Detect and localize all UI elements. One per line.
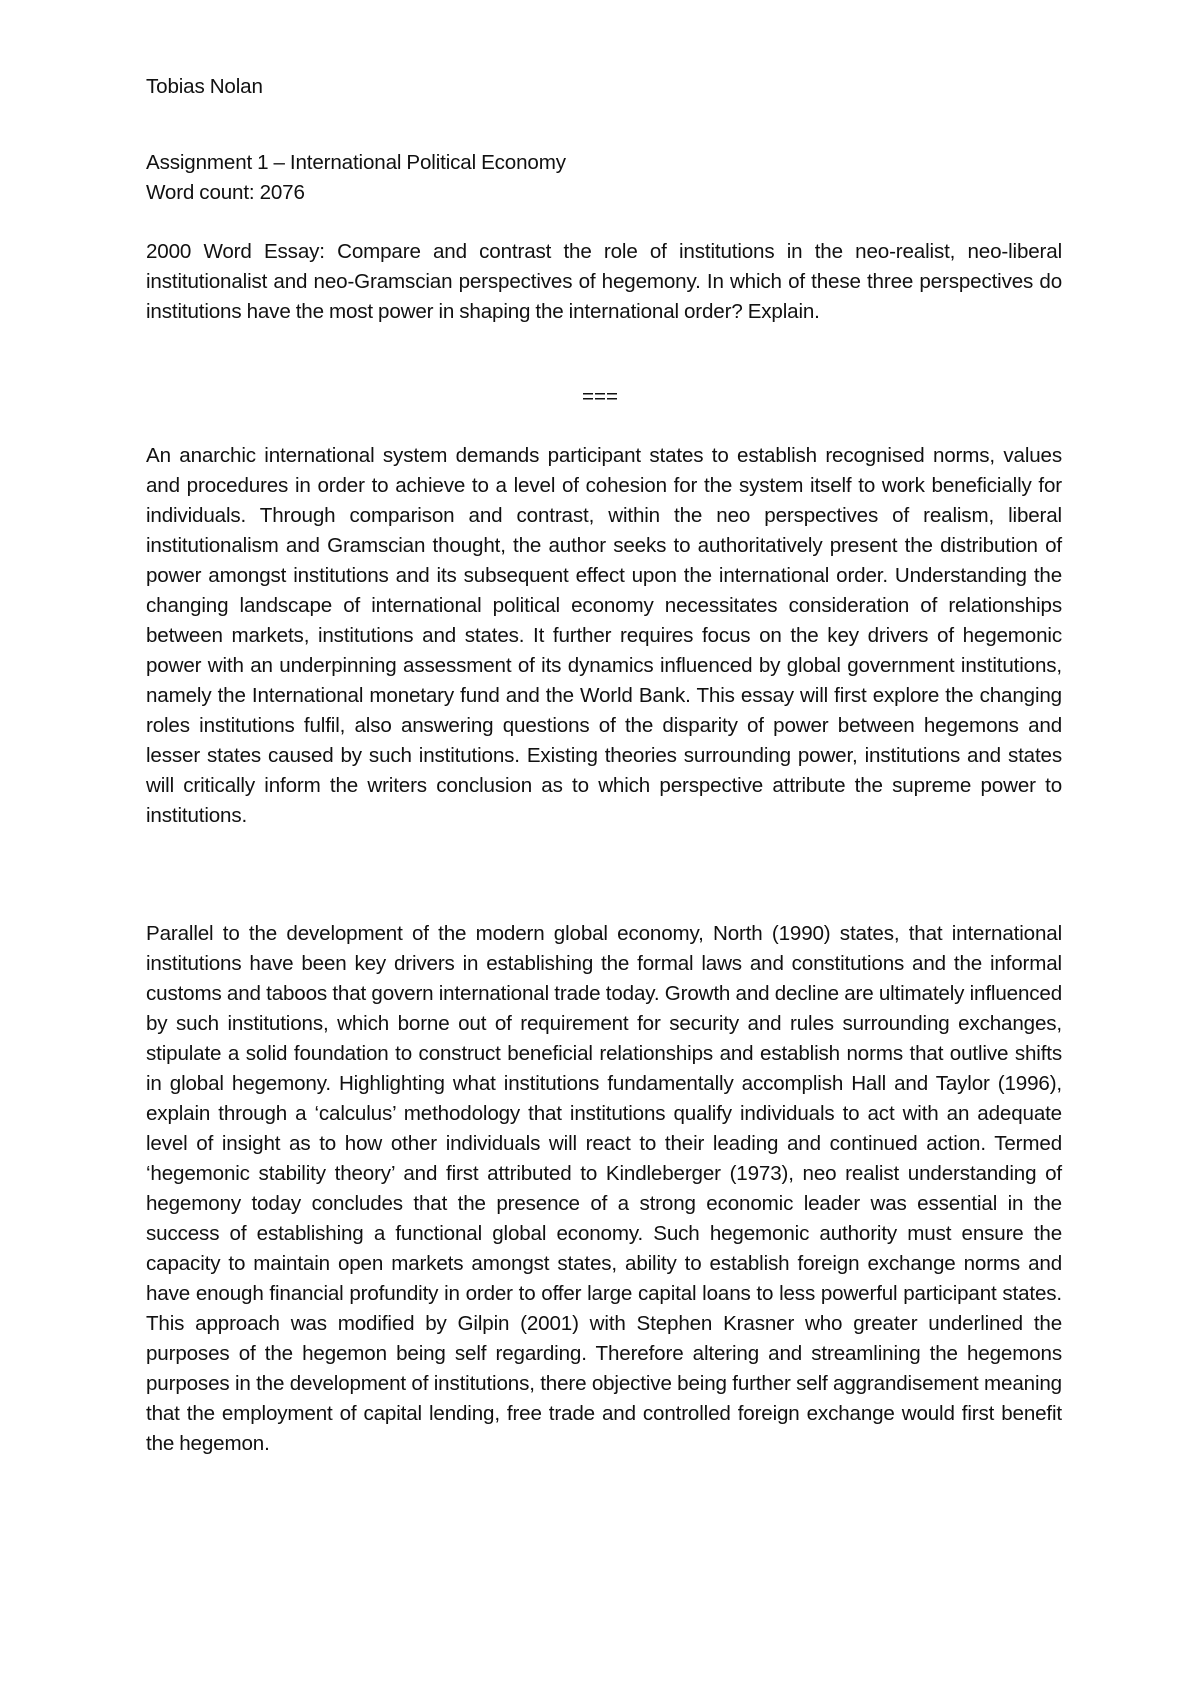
assignment-title: Assignment 1 – International Political Economy (146, 151, 566, 174)
essay-paragraph-introduction: An anarchic international system demands participant states to establish recognised norms, values and procedures in order to achieve to a level of cohesion for the system itself to work beneficially for individuals. Through comparison and contrast, within the neo perspectives of realism, liberal institutionalism and Gramscian thought, the author seeks to authoritatively present the distribution of power amongst institutions and its subsequent effect upon the international order. Understanding the changing landscape of international political economy necessitates consideration of relationships between markets, institutions and states. It further requires focus on the key drivers of hegemonic power with an underpinning assessment of its dynamics influenced by global government institutions, namely the International monetary fund and the World Bank. This essay will first explore the changing roles institutions fulfil, also answering questions of the disparity of power between hegemons and lesser states caused by such institutions. Existing theories surrounding power, institutions and states will critically inform the writers conclusion as to which perspective attribute the supreme power to institutions. (146, 444, 1062, 827)
author-name: Tobias Nolan (146, 75, 263, 98)
word-count: Word count: 2076 (146, 181, 305, 204)
section-separator: === (581, 385, 619, 408)
essay-paragraph-neo-realism: Parallel to the development of the modern global economy, North (1990) states, that international institutions have been key drivers in establishing the formal laws and constitutions and the informal customs and taboos that govern international trade today. Growth and decline are ultimately influenced by such institutions, which borne out of requirement for security and rules surrounding exchanges, stipulate a solid foundation to construct beneficial relationships and establish norms that outlive shifts in global hegemony. Highlighting what institutions fundamentally accomplish Hall and Taylor (1996), explain through a ‘calculus’ methodology that institutions qualify individuals to act with an adequate level of insight as to how other individuals will react to their leading and continued action. Termed ‘hegemonic stability theory’ and first attributed to Kindleberger (1973), neo realist understanding of hegemony today concludes that the presence of a strong economic leader was essential in the success of establishing a functional global economy. Such hegemonic authority must ensure the capacity to maintain open markets amongst states, ability to establish foreign exchange norms and have enough financial profundity in order to offer large capital loans to less powerful participant states. This approach was modified by Gilpin (2001) with Stephen Krasner who greater underlined the purposes of the hegemon being self regarding. Therefore altering and streamlining the hegemons purposes in the development of institutions, there objective being further self aggrandisement meaning that the employment of capital lending, free trade and controlled foreign exchange would first benefit the hegemon. (146, 922, 1062, 1455)
essay-prompt: 2000 Word Essay: Compare and contrast the role of institutions in the neo-realist, neo-liberal institutionalist and neo-Gramscian perspectives of hegemony. In which of these three perspectives do institutions have the most power in shaping the international order? Explain. (146, 240, 1062, 323)
